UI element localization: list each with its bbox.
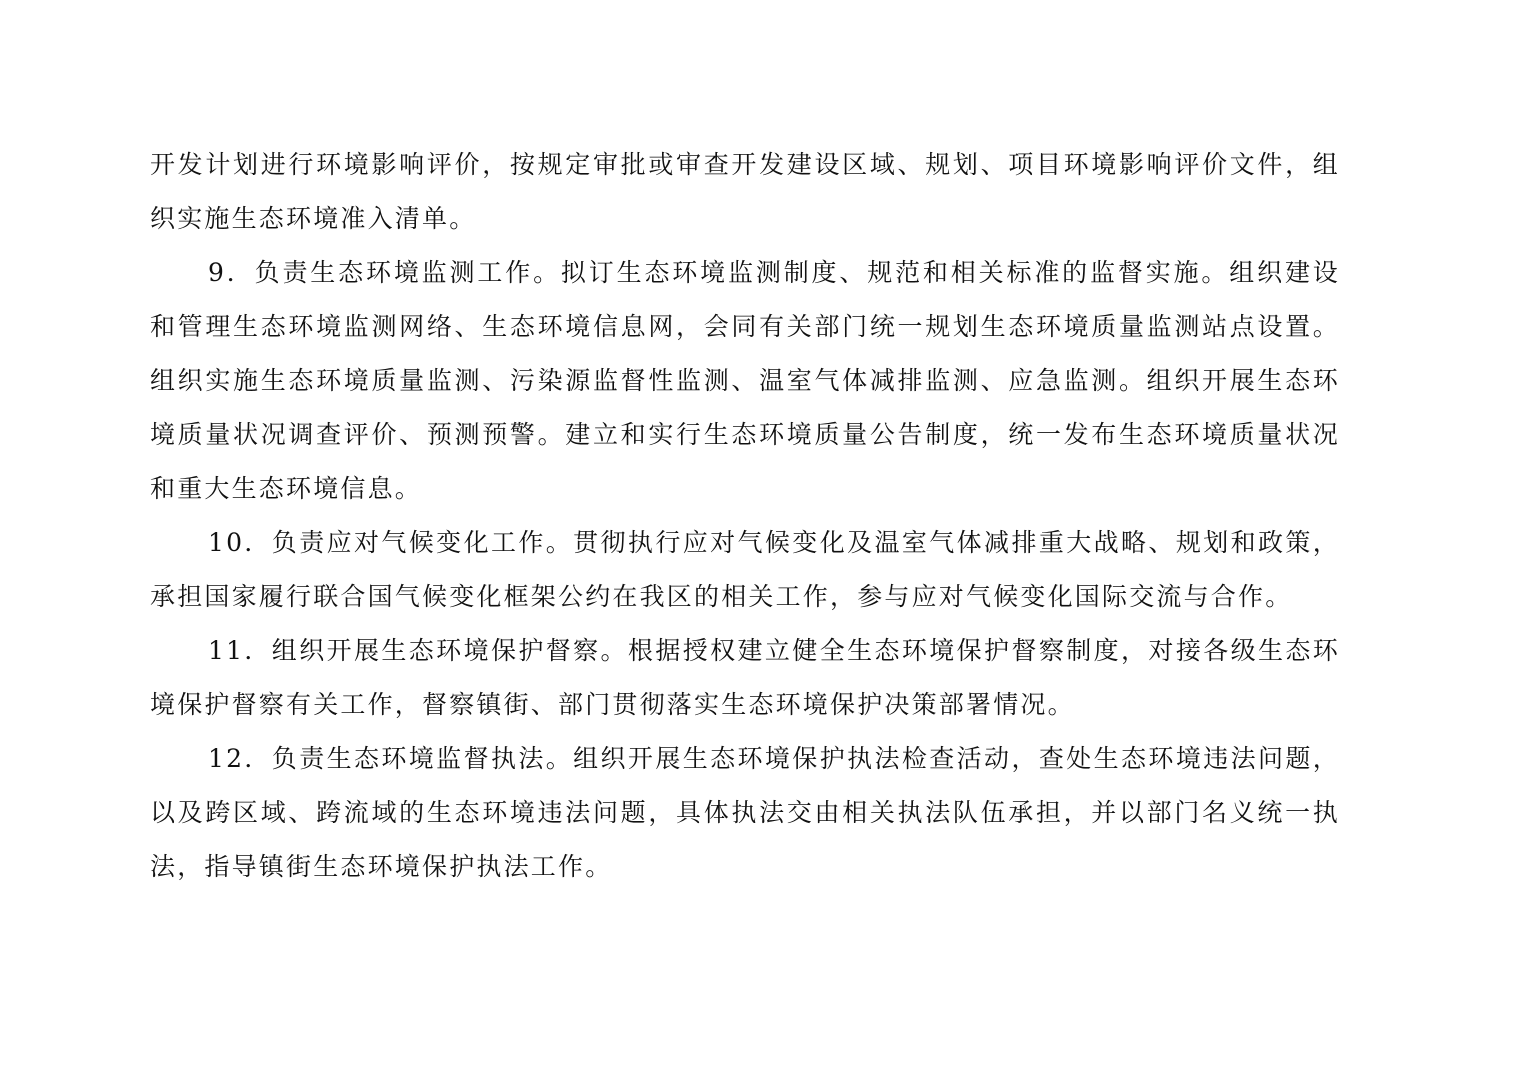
- paragraph-item-9: 9．负责生态环境监测工作。拟订生态环境监测制度、规范和相关标准的监督实施。组织建设和管理生态环境监测网络、生态环境信息网，会同有关部门统一规划生态环境质量监测站点设置。组织实施生态环境质量监测、污染源监督性监测、温室气体减排监测、应急监测。组织开展生态环境质量状况调查评价、预测预警。建立和实行生态环境质量公告制度，统一发布生态环境质量状况和重大生态环境信息。: [150, 258, 1340, 503]
- paragraph-item-11: 11．组织开展生态环境保护督察。根据授权建立健全生态环境保护督察制度，对接各级生态环境保护督察有关工作，督察镇街、部门贯彻落实生态环境保护决策部署情况。: [150, 636, 1340, 719]
- paragraph-continuation: 开发计划进行环境影响评价，按规定审批或审查开发建设区域、规划、项目环境影响评价文件，组织实施生态环境准入清单。: [150, 150, 1340, 233]
- document-body: [150, 138, 1340, 894]
- paragraph-item-12: 12．负责生态环境监督执法。组织开展生态环境保护执法检查活动，查处生态环境违法问题，以及跨区域、跨流域的生态环境违法问题，具体执法交由相关执法队伍承担，并以部门名义统一执法，指导镇街生态环境保护执法工作。: [150, 744, 1340, 881]
- paragraph-item-10: 10．负责应对气候变化工作。贯彻执行应对气候变化及温室气体减排重大战略、规划和政策，承担国家履行联合国气候变化框架公约在我区的相关工作，参与应对气候变化国际交流与合作。: [150, 528, 1340, 611]
